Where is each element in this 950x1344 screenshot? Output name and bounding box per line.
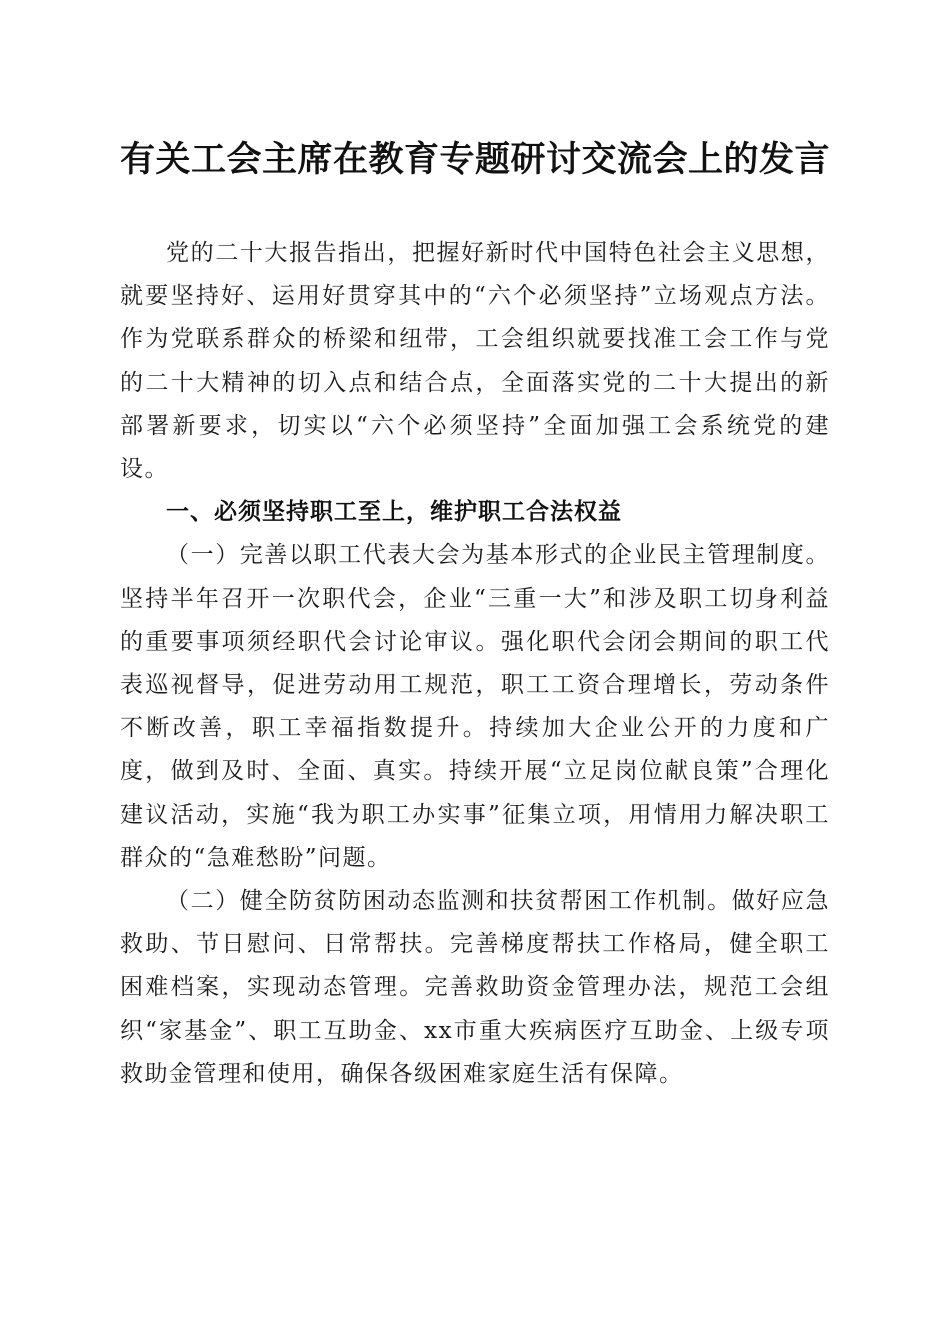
intro-paragraph: 党的二十大报告指出，把握好新时代中国特色社会主义思想，就要坚持好、运用好贯穿其中的“六个必须坚持”立场观点方法。作为党联系群众的桥梁和纽带，工会组织就要找准工会工作与党的二十大精神的切入点和结合点，全面落实党的二十大提出的新部署新要求，切实以“六个必须坚持”全面加强工会系统党的建设。 [120,240,830,483]
document-title: 有关工会主席在教育专题研讨交流会上的发言 [119,139,830,180]
document-body [120,232,830,1096]
section-1-heading: 一、必须坚持职工至上，维护职工合法权益 [166,499,622,526]
section-1-item-2: （二）健全防贫防困动态监测和扶贫帮困工作机制。做好应急救助、节日慰问、日常帮扶。完善梯度帮扶工作格局，健全职工困难档案，实现动态管理。完善救助资金管理办法，规范工会组织“家基金”、职工互助金、xx市重大疾病医疗互助金、上级专项救助金管理和使用，确保各级困难家庭生活有保障。 [120,888,830,1087]
section-1-item-1: （一）完善以职工代表大会为基本形式的企业民主管理制度。坚持半年召开一次职代会，企业“三重一大”和涉及职工切身利益的重要事项须经职代会讨论审议。强化职代会闭会期间的职工代表巡视督导，促进劳动用工规范，职工工资合理增长，劳动条件不断改善，职工幸福指数提升。持续加大企业公开的力度和广度，做到及时、全面、真实。持续开展“立足岗位献良策”合理化建议活动，实施“我为职工办实事”征集立项，用情用力解决职工群众的“急难愁盼”问题。 [120,542,830,871]
